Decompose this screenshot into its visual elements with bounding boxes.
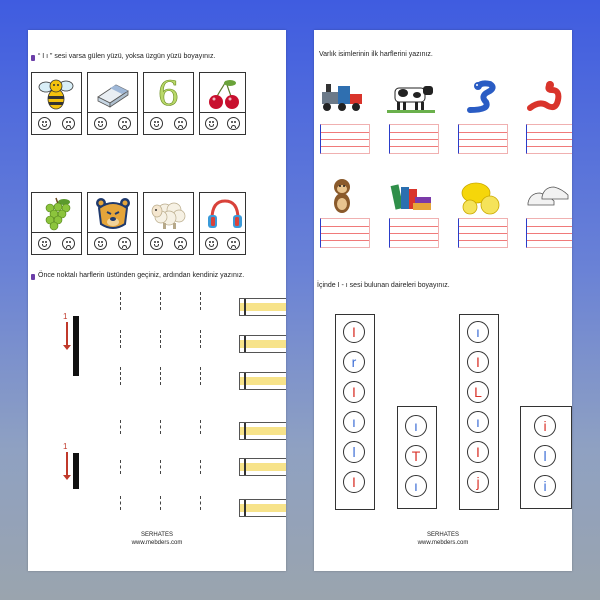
happy-face-icon[interactable] [94,237,107,250]
monkey-icon [318,178,366,216]
dotted-letter[interactable] [160,496,161,510]
sad-face-icon[interactable] [62,117,75,130]
sad-face-icon[interactable] [227,237,240,250]
sheep-icon [148,196,189,231]
dotted-letter[interactable] [160,292,161,310]
writing-guide[interactable] [239,298,286,316]
books-icon [387,178,435,216]
bee-icon [36,76,77,111]
writing-guide[interactable] [239,458,286,476]
eraser-icon [92,76,133,111]
dotted-letter[interactable] [160,460,161,474]
writing-lines[interactable] [320,218,370,248]
writing-lines[interactable] [389,218,439,248]
bullet-icon [31,274,35,280]
headphones-icon [204,196,245,231]
sad-face-icon[interactable] [118,117,131,130]
footer-site: www.mebders.com [131,540,183,546]
dotted-letter[interactable] [160,367,161,385]
bullet-icon [31,55,35,61]
sad-face-icon[interactable] [118,237,131,250]
grapes-icon [36,196,77,231]
dotted-letter[interactable] [120,292,121,310]
circle-column [335,314,375,510]
face-choices [200,112,245,134]
dotted-letter[interactable] [120,330,121,348]
dotted-letter[interactable] [120,496,121,510]
dotted-letter[interactable] [200,292,201,310]
letter-circle[interactable]: i [534,475,556,497]
letter-circle[interactable]: j [467,471,489,493]
letter-circle[interactable]: ı [405,475,427,497]
card-headphones[interactable] [199,192,246,255]
letter-circle[interactable]: I [467,351,489,373]
happy-face-icon[interactable] [205,117,218,130]
letter-circle[interactable]: ı [405,415,427,437]
face-choices [88,232,137,254]
footer-author: SERHATES [427,532,459,538]
face-choices [32,112,81,134]
lemon-icon [456,178,504,216]
card-bee[interactable] [31,72,82,135]
sad-face-icon[interactable] [62,237,75,250]
instruction-color-circles: İçinde I - ı sesi bulunan daireleri boyayınız. [317,282,450,289]
stroke-arrow-icon [66,452,68,478]
model-letter-i [73,453,79,489]
happy-face-icon[interactable] [94,117,107,130]
card-bear[interactable] [87,192,138,255]
number-six-icon [148,73,189,114]
bear-icon [92,196,133,231]
letter-circle[interactable]: ı [343,411,365,433]
writing-lines[interactable] [458,218,508,248]
letter-circle[interactable]: r [343,351,365,373]
letter-circle[interactable]: I [343,381,365,403]
dotted-letter[interactable] [200,330,201,348]
footer-author: SERHATES [141,532,173,538]
stroke-arrow-icon [66,322,68,348]
footer-site: www.mebders.com [417,540,469,546]
letter-circle[interactable]: I [467,441,489,463]
stroke-order-number: 1 [63,312,68,321]
letter-circle[interactable]: I [343,321,365,343]
face-choices [144,232,193,254]
footer [28,531,286,547]
letter-circle[interactable]: l [343,441,365,463]
letter-circle[interactable]: ı [467,321,489,343]
face-choices [144,112,193,134]
writing-guide[interactable] [239,422,286,440]
shoes-icon [524,178,572,216]
letter-circle[interactable]: L [467,381,489,403]
stroke-order-number: 1 [63,442,68,451]
happy-face-icon[interactable] [150,237,163,250]
dotted-letter[interactable] [200,420,201,434]
dotted-letter[interactable] [160,420,161,434]
sad-face-icon[interactable] [227,117,240,130]
writing-lines[interactable] [458,124,508,154]
left-worksheet-page [28,30,286,571]
right-worksheet-page [314,30,572,571]
train-icon [318,78,366,116]
card-six[interactable] [143,72,194,135]
face-choices [88,112,137,134]
dotted-letter[interactable] [200,496,201,510]
happy-face-icon[interactable] [150,117,163,130]
card-grapes[interactable] [31,192,82,255]
letter-circle[interactable]: ı [467,411,489,433]
footer [314,531,572,547]
instruction-tracing: Önce noktalı harflerin üstünden geçiniz, ardından kendiniz yazınız. [38,272,245,279]
writing-guide[interactable] [239,372,286,390]
card-cherry[interactable] [199,72,246,135]
writing-lines[interactable] [320,124,370,154]
sad-face-icon[interactable] [174,117,187,130]
model-letter-I [73,316,79,376]
letter-circle[interactable]: T [405,445,427,467]
face-choices [200,232,245,254]
writing-lines[interactable] [389,124,439,154]
happy-face-icon[interactable] [205,237,218,250]
circle-column [459,314,499,510]
dotted-letter[interactable] [200,460,201,474]
dotted-letter[interactable] [120,420,121,434]
instruction-first-letters: Varlık isimlerinin ilk harflerini yazınız. [319,51,433,58]
circle-column [397,406,437,509]
card-eraser[interactable] [87,72,138,135]
sad-face-icon[interactable] [174,237,187,250]
face-choices [32,232,81,254]
writing-guide[interactable] [239,499,286,517]
letter-circle[interactable]: I [343,471,365,493]
letter-circle[interactable]: i [534,415,556,437]
letter-circle[interactable]: l [534,445,556,467]
writing-guide[interactable] [239,335,286,353]
instruction-faces: “ I ı ” sesi varsa gülen yüzü, yoksa üzgün yüzü boyayınız. [38,53,216,60]
happy-face-icon[interactable] [38,237,51,250]
dotted-letter[interactable] [120,367,121,385]
card-sheep[interactable] [143,192,194,255]
dotted-letter[interactable] [200,367,201,385]
dotted-letter[interactable] [160,330,161,348]
writing-lines[interactable] [526,218,572,248]
cow-icon [387,78,435,116]
dotted-letter[interactable] [120,460,121,474]
happy-face-icon[interactable] [38,117,51,130]
cherry-icon [204,76,245,111]
snake-icon [456,78,504,116]
six-digit: 6 [157,73,180,114]
circle-column [520,406,572,509]
writing-lines[interactable] [526,124,572,154]
snake-icon [524,78,572,116]
